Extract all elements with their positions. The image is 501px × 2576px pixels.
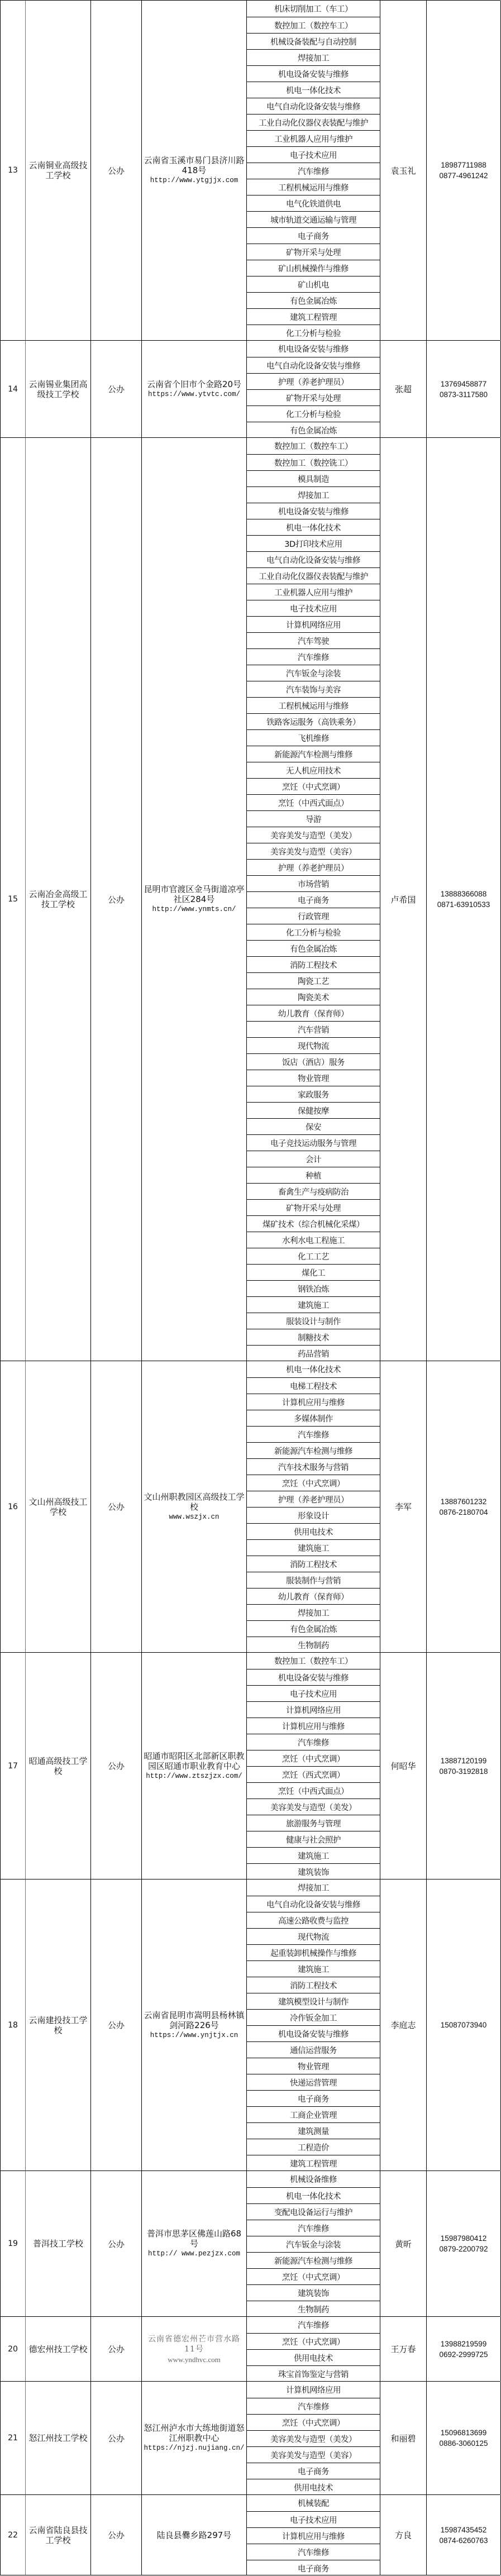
course-item: 旅游服务与管理 (247, 1815, 380, 1831)
course-item: 烹饪（西式烹调） (247, 1766, 380, 1782)
course-item: 有色金属冶炼 (247, 292, 380, 308)
course-item: 制糖技术 (247, 1329, 380, 1345)
course-item: 水利水电工程施工 (247, 1232, 380, 1248)
phone-number: 15096813699 (440, 2429, 487, 2437)
course-item: 健康与社会照护 (247, 1831, 380, 1847)
school-website-link[interactable]: www.wszjx.cn (169, 1513, 220, 1521)
school-name: 普洱技工学校 (25, 2171, 90, 2316)
school-row (0, 1652, 500, 1879)
school-row (0, 1361, 500, 1652)
course-item: 数控加工（数控车工） (247, 17, 380, 33)
contact-person: 何昭华 (380, 1653, 426, 1879)
phone-number: 15987435452 (440, 2525, 487, 2534)
school-row (0, 0, 500, 340)
address-cell (141, 438, 246, 1361)
course-item: 美容美发与造型（美容） (247, 843, 380, 859)
course-list (246, 1, 380, 340)
course-item: 烹饪（中西式面点） (247, 794, 380, 810)
address-cell (141, 1879, 246, 2170)
course-item: 机械装配 (298, 2499, 329, 2508)
course-item: 煤矿技术（综合机械化采煤） (247, 1215, 380, 1232)
school-address: 云南省昆明市嵩明县杨林镇剑河路226号 (144, 2010, 245, 2030)
course-item: 工程机械运用与维修 (247, 179, 380, 195)
school-name: 怒江州技工学校 (25, 2382, 90, 2494)
course-item: 机电一体化技术 (247, 2187, 380, 2203)
course-item: 矿山机械操作与维修 (247, 260, 380, 276)
course-item: 汽车技术服务与营销 (247, 1458, 380, 1475)
phone-number: 0886-3060125 (439, 2439, 488, 2448)
course-item: 飞机维修 (247, 729, 380, 746)
course-item: 护理（养老护理员） (247, 373, 380, 389)
course-item: 计算机网络应用 (247, 616, 380, 632)
school-address: 昆明市官渡区金马街道凉亭社区284号 (144, 884, 245, 904)
contact-person: 王万春 (380, 2317, 426, 2381)
course-item: 电气自动化设备安装与维修 (247, 1896, 380, 1912)
course-item: 计算机网络应用 (286, 2386, 341, 2395)
course-item: 物业管理 (247, 2058, 380, 2074)
school-type: 公办 (90, 1, 141, 340)
course-item: 钢铁冶炼 (247, 1280, 380, 1296)
course-item: 生物制药 (247, 2301, 380, 2317)
school-type: 公办 (90, 1361, 141, 1652)
course-item: 冷作钣金加工 (247, 2009, 380, 2025)
course-item: 电子技术应用 (247, 1685, 380, 1701)
course-item: 形象设计 (247, 1507, 380, 1523)
course-item: 物业管理 (247, 1070, 380, 1086)
course-item: 建筑装饰 (247, 2284, 380, 2301)
course-item: 数控加工（数控铣工） (247, 454, 380, 470)
course-item: 电子商务 (247, 2090, 380, 2106)
course-item: 焊接加工 (247, 49, 380, 65)
school-address: 陆良县爨乡路297号 (156, 2530, 232, 2540)
contact-person: 方良 (380, 2495, 426, 2575)
contact-person: 黄昕 (380, 2171, 426, 2316)
course-item: 建筑装饰 (247, 1863, 380, 1879)
school-website-link[interactable]: https://njzj.nujiang.cn/ (144, 2444, 245, 2452)
row-number: 15 (0, 438, 25, 1361)
course-item: 家政服务 (247, 1086, 380, 1102)
contact-phones (426, 1, 501, 340)
course-item: 建筑施工 (247, 1847, 380, 1863)
course-item: 焊接加工 (247, 486, 380, 503)
course-item: 消防工程技术 (247, 1977, 380, 1993)
school-name: 云南冶金高级工技工学校 (25, 438, 90, 1361)
course-item: 汽车维修 (247, 2398, 380, 2414)
course-item: 电气化铁道供电 (247, 195, 380, 211)
school-type: 公办 (90, 2382, 141, 2494)
course-item: 机械设备装配与自动控制 (247, 33, 380, 49)
course-item: 汽车钣金与涂装 (247, 2236, 380, 2252)
school-name: 德宏州技工学校 (25, 2317, 90, 2381)
course-item: 保健按摩 (247, 1102, 380, 1118)
school-address: 昭通市昭阳区北部新区职教园区昭通市职业教育中心 (144, 1750, 245, 1771)
course-item: 消防工程技术 (247, 1556, 380, 1572)
contact-phones (426, 341, 501, 437)
course-item: 汽车装饰与美容 (247, 681, 380, 697)
course-item: 有色金属冶炼 (247, 940, 380, 956)
course-item: 电气自动化设备安装与维修 (247, 98, 380, 114)
school-name: 云南建投技工学校 (25, 1879, 90, 2170)
course-item: 畜禽生产与疫病防治 (247, 1183, 380, 1199)
course-item: 美容美发与造型（美发） (247, 1799, 380, 1815)
phone-number: 0692-2999725 (439, 2350, 488, 2359)
course-item: 烹饪（中式烹调） (247, 2333, 380, 2349)
course-item: 工业机器人应用与维护 (247, 130, 380, 146)
course-list (246, 1879, 380, 2170)
row-number: 13 (0, 1, 25, 340)
contact-person: 和丽碧 (380, 2382, 426, 2494)
phone-number: 15987980412 (440, 2234, 487, 2243)
course-item: 汽车维修 (247, 2544, 380, 2560)
course-item: 供用电技术 (247, 2349, 380, 2365)
course-list (246, 1361, 380, 1652)
phone-number: 13988219599 (440, 2339, 487, 2348)
course-item: 工业机器人应用与维护 (247, 584, 380, 600)
school-row (0, 2316, 500, 2381)
course-item: 机电设备安装与维修 (278, 345, 349, 354)
course-item: 陶瓷美术 (247, 989, 380, 1005)
course-item: 电子竞技运动服务与管理 (247, 1134, 380, 1151)
school-name: 云南省陆良县技工学校 (25, 2495, 90, 2575)
course-item: 行政管理 (247, 908, 380, 924)
course-item: 矿物开采与处理 (247, 1199, 380, 1215)
course-item: 饭店（酒店）服务 (247, 1053, 380, 1070)
course-item: 汽车维修 (247, 2220, 380, 2236)
course-item: 汽车驾驶 (247, 632, 380, 648)
address-cell (141, 2171, 246, 2316)
address-cell (141, 341, 246, 437)
course-item: 焊接加工 (298, 1884, 329, 1893)
course-list (246, 341, 380, 437)
school-address: 怒江州泸水市大练地街道怒江州职教中心 (144, 2423, 245, 2443)
course-item: 电子技术应用 (247, 2511, 380, 2527)
course-item: 供用电技术 (247, 1523, 380, 1539)
course-item: 烹饪（中式烹调） (247, 2414, 380, 2430)
course-item: 生物制药 (247, 1637, 380, 1653)
course-list (246, 2495, 380, 2575)
course-item: 电气自动化设备安装与维修 (247, 551, 380, 567)
row-number: 16 (0, 1361, 25, 1652)
course-item: 电子技术应用 (247, 600, 380, 616)
school-type: 公办 (90, 2317, 141, 2381)
contact-phones (426, 438, 501, 1361)
school-website-link[interactable]: http://www.ytgjjx.com (150, 176, 238, 184)
course-item: 煤化工 (247, 1264, 380, 1280)
school-name: 云南铜业高级技工学校 (25, 1, 90, 340)
school-type: 公办 (90, 1879, 141, 2170)
course-item: 建筑工程管理 (247, 308, 380, 325)
course-item: 电气自动化设备安装与维修 (247, 357, 380, 373)
course-item: 现代物流 (247, 1037, 380, 1053)
course-item: 陶瓷工艺 (247, 972, 380, 989)
school-address: 云南省个旧市个金路20号 (146, 379, 242, 389)
course-item: 烹饪（中式烹调） (247, 778, 380, 794)
row-number: 18 (0, 1879, 25, 2170)
course-item: 通信运营服务 (247, 2041, 380, 2058)
course-item: 烹饪（中式烹调） (247, 2268, 380, 2284)
course-item: 种植 (247, 1167, 380, 1183)
course-item: 有色金属冶炼 (247, 422, 380, 438)
school-type: 公办 (90, 438, 141, 1361)
course-item: 电梯工程技术 (247, 1377, 380, 1394)
school-address: 云南省玉溪市易门县济川路418号 (144, 155, 245, 175)
course-item: 化工工艺 (247, 1248, 380, 1264)
course-item: 机电一体化技术 (247, 82, 380, 98)
course-item: 数控加工（数控车工） (274, 442, 352, 451)
course-item: 烹饪（中式烹调） (247, 1475, 380, 1491)
row-number: 20 (0, 2317, 25, 2381)
course-item: 服装制作与营销 (247, 1572, 380, 1588)
course-item: 美容美发与造型（美发） (247, 2430, 380, 2446)
phone-number: 0876-2180704 (439, 1508, 488, 1516)
row-number: 19 (0, 2171, 25, 2316)
school-type: 公办 (90, 2495, 141, 2575)
course-item: 电子商务 (247, 891, 380, 908)
course-item: 多媒体制作 (247, 1410, 380, 1426)
course-item: 机电一体化技术 (247, 519, 380, 535)
contact-phones (426, 2382, 501, 2494)
course-item: 焊接加工 (247, 1604, 380, 1620)
school-website-link[interactable]: https://www.ynjtjx.cn (150, 2031, 238, 2039)
school-website-link[interactable]: https://www.ytvtc.com/ (147, 390, 241, 398)
address-cell (141, 2382, 246, 2494)
course-item: 化工分析与检验 (247, 325, 380, 341)
phone-number: 13888366088 (440, 890, 487, 898)
school-name: 文山州高级技工学校 (25, 1361, 90, 1652)
course-item: 建筑施工 (247, 1960, 380, 1977)
course-item: 有色金属冶炼 (247, 1620, 380, 1637)
school-row (0, 2494, 500, 2575)
course-item: 电子商务 (247, 2560, 380, 2576)
phone-number: 15087073940 (440, 2021, 487, 2029)
address-cell (141, 1, 246, 340)
course-item: 机电设备安装与维修 (247, 503, 380, 519)
contact-phones (426, 2495, 501, 2575)
address-cell (141, 2495, 246, 2575)
course-item: 建筑模型设计与制作 (247, 1993, 380, 2009)
course-item: 电子商务 (247, 2463, 380, 2479)
course-item: 汽车钣金与涂装 (247, 665, 380, 681)
course-list (246, 438, 380, 1361)
phone-number: 18987711988 (441, 161, 486, 169)
course-item: 矿物开采与处理 (247, 389, 380, 406)
course-item: 烹饪（中西式面点） (247, 1782, 380, 1799)
course-item: 数控加工（数控车工） (274, 1657, 352, 1666)
course-item: 烹饪（中式烹调） (247, 1750, 380, 1766)
course-item: 机电一体化技术 (286, 1366, 341, 1375)
school-row (0, 2381, 500, 2494)
row-number: 17 (0, 1653, 25, 1879)
school-address: 普洱市思茅区佛莲山路68号 (146, 2229, 242, 2249)
phone-number: 0871-63910533 (437, 900, 490, 909)
course-item: 新能源汽车检测与维修 (247, 1442, 380, 1458)
course-item: 计算机应用与维修 (247, 1718, 380, 1734)
school-website-link[interactable]: www.yndhvc.com (168, 2355, 221, 2364)
course-item: 汽车维修 (247, 1426, 380, 1442)
phone-number: 13887601232 (440, 1497, 487, 1506)
course-item: 工商企业管理 (247, 2106, 380, 2122)
course-item: 工业自动化仪器仪表装配与维护 (247, 114, 380, 130)
course-item: 保安 (247, 1118, 380, 1134)
course-item: 美容美发与造型（美发） (247, 827, 380, 843)
course-item: 机电设备安装与维修 (247, 65, 380, 82)
course-item: 高速公路收费与监控 (247, 1912, 380, 1928)
school-website-link[interactable]: http://www.ynmts.cn/ (152, 905, 236, 913)
school-type: 公办 (90, 2171, 141, 2316)
school-website-link[interactable]: http:// www.pezjzx.com (147, 2250, 241, 2258)
course-item: 工程造价 (247, 2139, 380, 2155)
course-item: 计算机网络应用 (247, 1701, 380, 1718)
address-cell (141, 1653, 246, 1879)
school-type: 公办 (90, 1653, 141, 1879)
course-item: 建筑测量 (247, 2122, 380, 2139)
course-item: 现代物流 (247, 1928, 380, 1944)
contact-phones (426, 1361, 501, 1652)
course-item: 汽车维修 (298, 2321, 329, 2330)
address-cell (141, 2317, 246, 2381)
school-row (0, 2170, 500, 2316)
course-item: 供用电技术 (247, 2479, 380, 2495)
contact-person: 袁玉礼 (380, 1, 426, 340)
course-item: 汽车营销 (247, 1021, 380, 1037)
course-item: 矿山机电 (247, 276, 380, 292)
course-item: 计算机应用与维修 (247, 2527, 380, 2544)
course-item: 药品营销 (247, 1345, 380, 1361)
contact-phones (426, 2171, 501, 2316)
course-item: 铁路客运服务（高铁乘务） (247, 713, 380, 729)
course-item: 电子技术应用 (247, 146, 380, 163)
contact-person: 张超 (380, 341, 426, 437)
course-item: 矿物开采与处理 (247, 244, 380, 260)
course-item: 建筑施工 (247, 1539, 380, 1556)
contact-person: 李军 (380, 1361, 426, 1652)
school-row (0, 1879, 500, 2170)
course-item: 珠宝首饰鉴定与营销 (247, 2365, 380, 2382)
course-item: 汽车维修 (247, 648, 380, 665)
course-item: 幼儿教育（保育师） (247, 1588, 380, 1604)
course-item: 机电设备安装与维修 (247, 2025, 380, 2041)
school-name: 昭通高级技工学校 (25, 1653, 90, 1879)
course-item: 导游 (247, 810, 380, 827)
course-item: 模具制造 (247, 470, 380, 486)
course-item: 快递运营管理 (247, 2074, 380, 2090)
course-item: 新能源汽车检测与维修 (247, 746, 380, 762)
course-item: 城市轨道交通运输与管理 (247, 211, 380, 227)
course-item: 消防工程技术 (247, 956, 380, 972)
course-item: 变配电设备运行与维护 (247, 2203, 380, 2220)
course-item: 幼儿教育（保育师） (247, 1005, 380, 1021)
phone-number: 0874-6260763 (439, 2536, 488, 2545)
course-item: 建筑施工 (247, 1296, 380, 1313)
course-item: 机床切削加工（车工） (274, 5, 352, 14)
course-item: 护理（养老护理员） (247, 1491, 380, 1507)
school-type: 公办 (90, 341, 141, 437)
course-item: 机电设备安装与维修 (247, 1669, 380, 1685)
course-item: 3D打印技术应用 (247, 535, 380, 551)
course-list (246, 2317, 380, 2381)
school-website-link[interactable]: http://www.ztszjzx.com/ (146, 1772, 242, 1780)
course-item: 汽车维修 (247, 163, 380, 179)
phone-number: 0873-3117580 (439, 390, 488, 399)
contact-person: 卢希国 (380, 438, 426, 1361)
course-item: 市场营销 (247, 875, 380, 891)
course-item: 会计 (247, 1151, 380, 1167)
row-number: 14 (0, 341, 25, 437)
school-row (0, 340, 500, 437)
phone-number: 13769458877 (440, 379, 487, 388)
course-item: 建筑工程管理 (247, 2155, 380, 2171)
phone-number: 0879-2200792 (439, 2245, 488, 2253)
course-item: 机械设备维修 (290, 2176, 337, 2184)
course-item: 工业自动化仪器仪表装配与维护 (247, 567, 380, 584)
school-address: 文山州职教园区高级技工学校 (144, 1491, 245, 1512)
contact-phones (426, 2317, 501, 2381)
course-list (246, 2382, 380, 2494)
course-item: 起重装卸机械操作与维修 (247, 1944, 380, 1960)
course-item: 无人机应用技术 (247, 762, 380, 778)
row-number: 21 (0, 2382, 25, 2494)
course-list (246, 2171, 380, 2316)
phone-number: 13887120199 (440, 1756, 487, 1765)
phone-number: 0877-4961242 (439, 171, 488, 180)
course-list (246, 1653, 380, 1879)
school-row (0, 437, 500, 1361)
course-item: 计算机应用与维修 (247, 1394, 380, 1410)
school-address: 云南省德宏州芒市营水路11号 (148, 2334, 240, 2354)
course-item: 服装设计与制作 (247, 1313, 380, 1329)
course-item: 电子商务 (247, 227, 380, 244)
address-cell (141, 1361, 246, 1652)
course-item: 化工分析与检验 (247, 406, 380, 422)
course-item: 新能源汽车检测与维修 (247, 2252, 380, 2268)
contact-phones (426, 1879, 501, 2170)
course-item: 美容美发与造型（美容） (247, 2446, 380, 2463)
contact-person: 李庭志 (380, 1879, 426, 2170)
course-item: 工程机械运用与维修 (247, 697, 380, 713)
row-number: 22 (0, 2495, 25, 2575)
course-item: 护理（养老护理员） (247, 859, 380, 875)
course-item: 化工分析与检验 (247, 924, 380, 940)
contact-phones (426, 1653, 501, 1879)
course-item: 汽车维修 (247, 1734, 380, 1750)
school-name: 云南锡业集团高级技工学校 (25, 341, 90, 437)
phone-number: 0870-3192818 (439, 1767, 488, 1776)
